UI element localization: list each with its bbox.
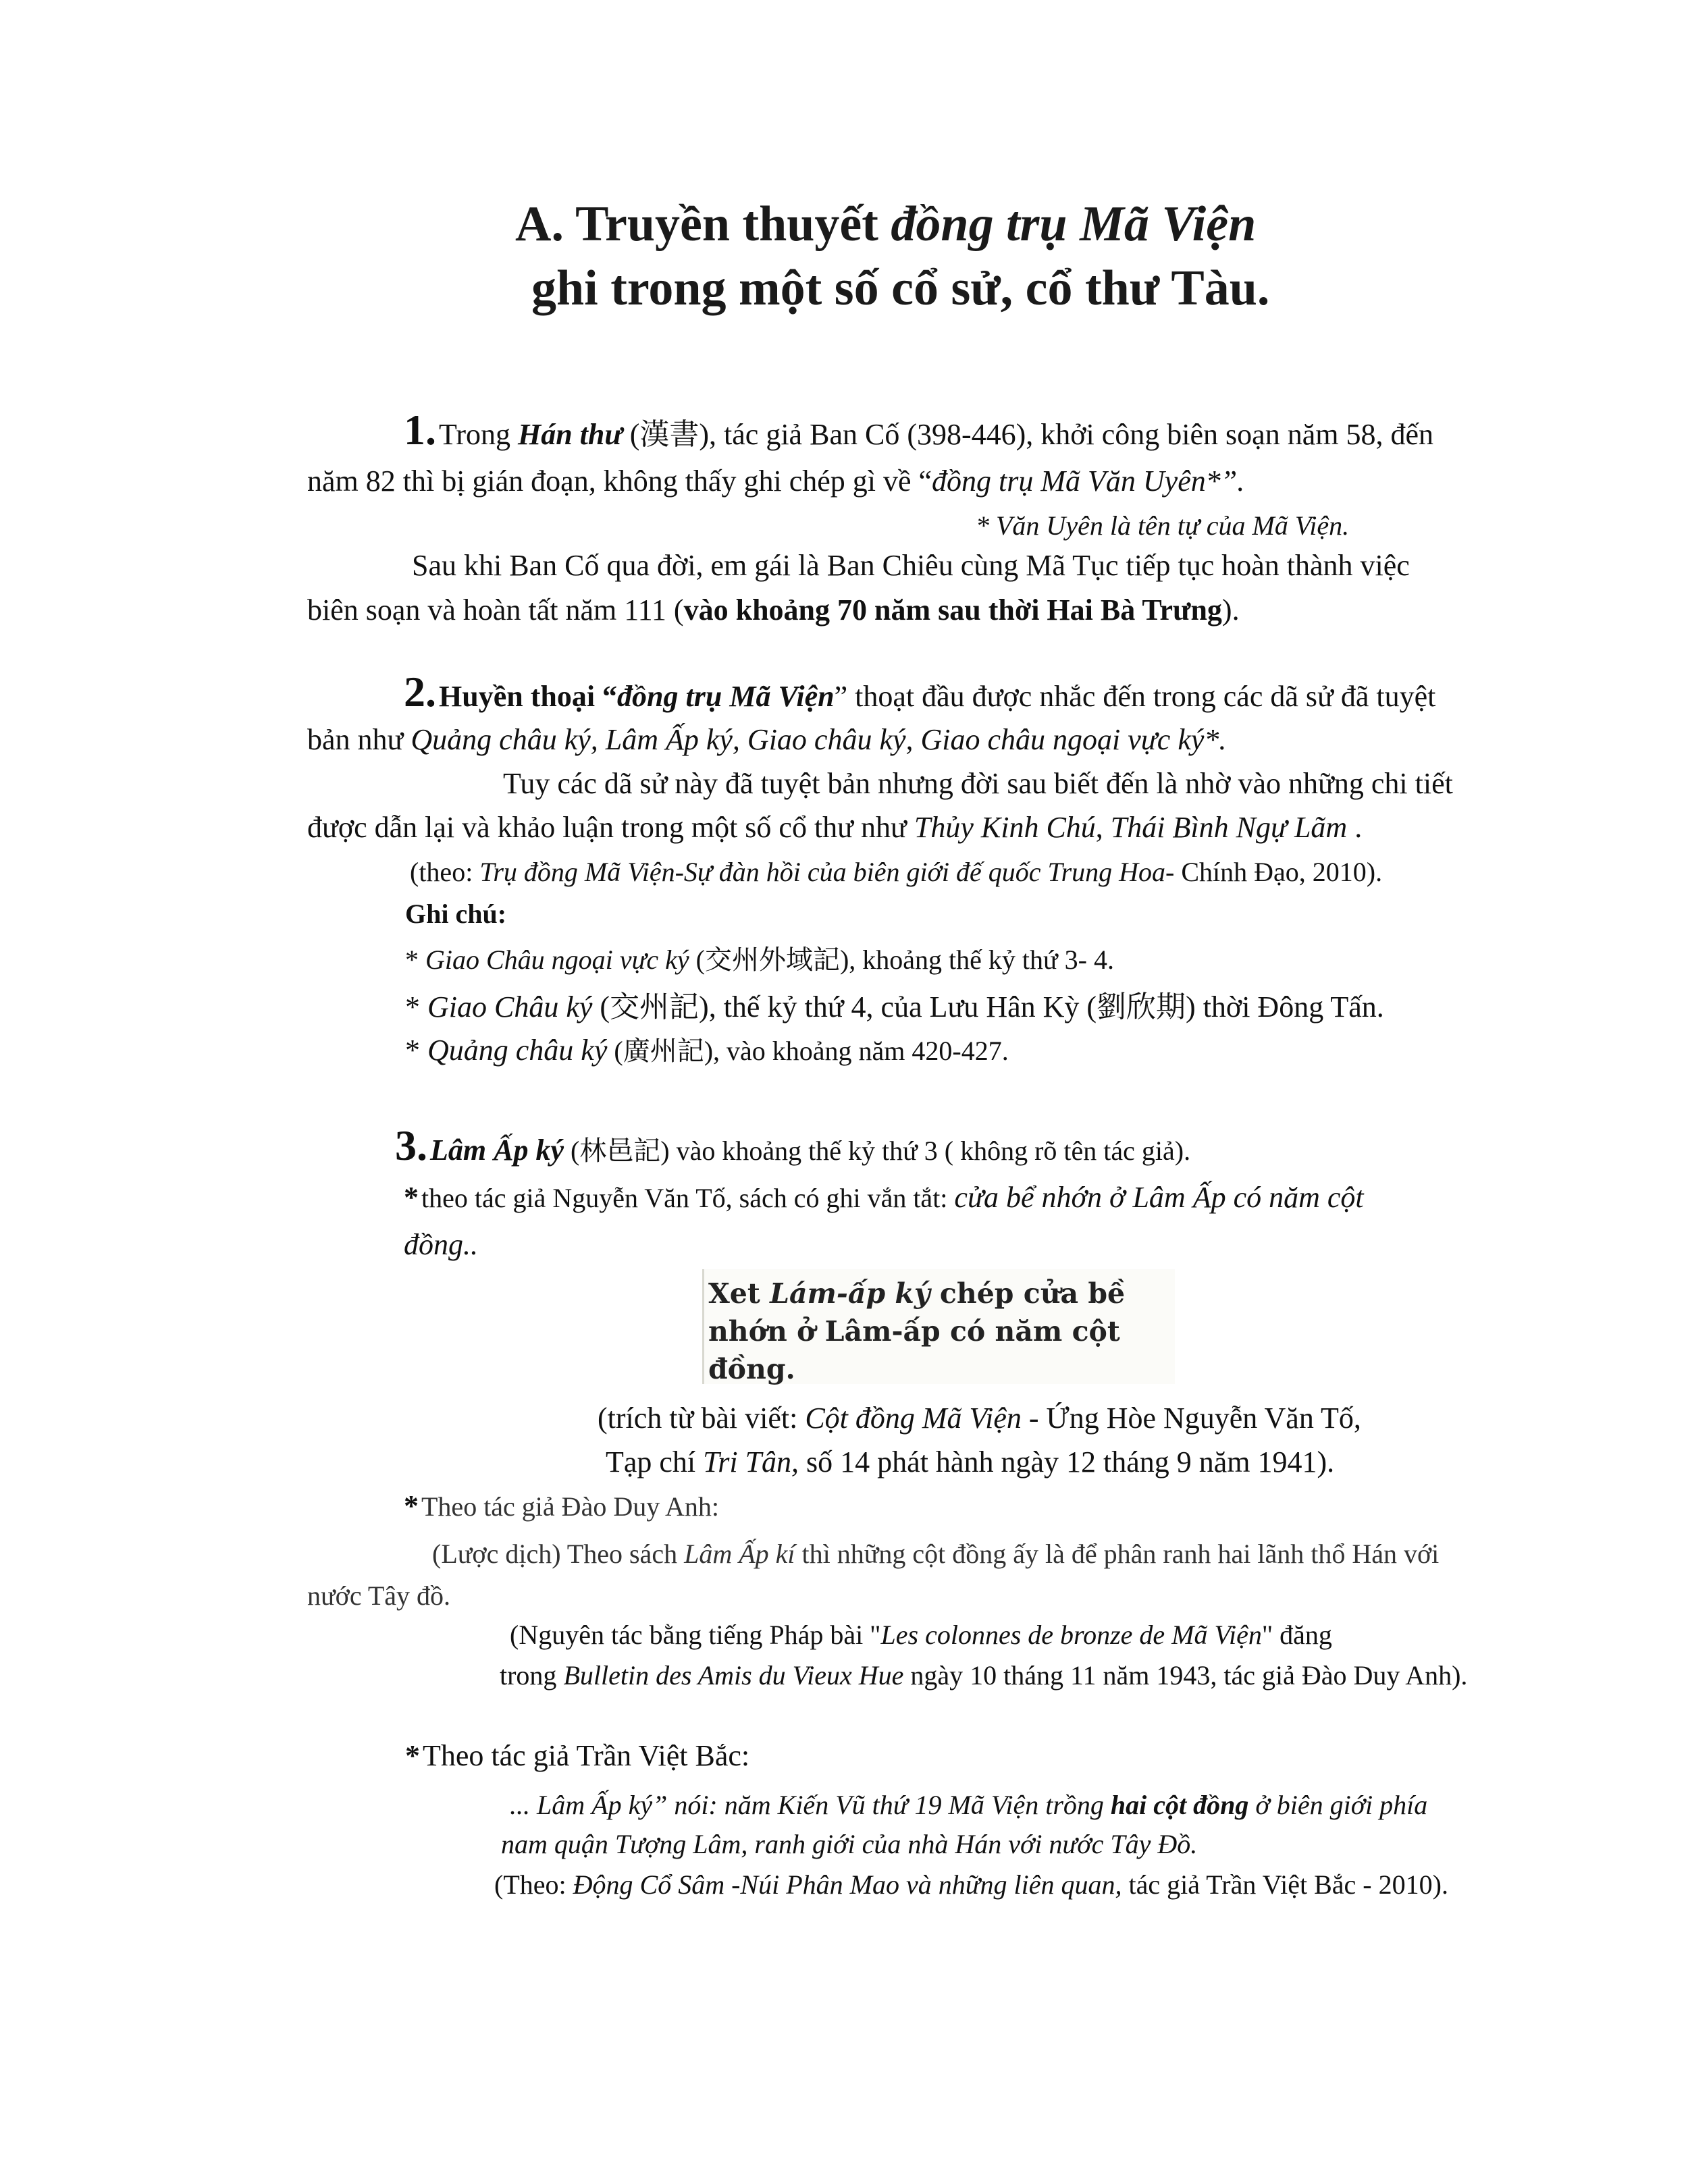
section-3-item3-heading bbox=[405, 1738, 749, 1773]
italic-text: Les colonnes de bronze de Mã Viện bbox=[880, 1620, 1262, 1650]
section-2-line3: Tuy các dã sử này đã tuyệt bản nhưng đời sau biết đến là nhờ vào những chi tiết bbox=[503, 767, 1453, 800]
section-3-item2-heading bbox=[404, 1489, 719, 1523]
text: * bbox=[405, 944, 425, 975]
text: biên soạn và hoàn tất năm 111 ( bbox=[307, 593, 684, 627]
text: (theo: bbox=[410, 857, 480, 887]
italic-text: Bulletin des Amis du Vieux Hue bbox=[563, 1660, 904, 1690]
italic-text: ... Lâm Ấp ký” nói: năm Kiến Vũ thứ 19 Mã Viện trồng bbox=[510, 1790, 1111, 1820]
note-item bbox=[405, 1030, 1009, 1068]
text: (廣州記), vào khoảng năm 420-427. bbox=[607, 1036, 1009, 1066]
text: (Nguyên tác bằng tiếng Pháp bài " bbox=[510, 1620, 881, 1650]
bold-text: vào khoảng 70 năm sau thời Hai Bà Trưng bbox=[683, 593, 1222, 627]
text: . bbox=[1347, 811, 1363, 844]
scanned-quote-image bbox=[702, 1269, 1175, 1384]
bold-italic-text: hai cột đồng bbox=[1110, 1790, 1249, 1820]
page-title-line2: ghi trong một số cổ sử, cổ thư Tàu. bbox=[531, 261, 1270, 316]
italic-text: Lám-ấp ký bbox=[770, 1277, 930, 1310]
text: ngày 10 tháng 11 năm 1943, tác giả Đào Duy Anh). bbox=[903, 1660, 1468, 1690]
bold-italic-text: Lâm Ấp ký bbox=[430, 1134, 564, 1167]
italic-text: ở biên giới phía bbox=[1248, 1790, 1428, 1820]
text: tác giả Trần Việt Bắc - 2010). bbox=[1122, 1869, 1448, 1900]
section-3-item2-source2 bbox=[500, 1659, 1467, 1691]
note-item bbox=[405, 982, 1384, 1026]
scan-line bbox=[708, 1275, 1175, 1312]
italic-text: Quảng châu ký bbox=[427, 1034, 608, 1067]
text: - Ứng Hòe Nguyễn Văn Tố, bbox=[1021, 1402, 1361, 1435]
text: trong bbox=[500, 1660, 564, 1690]
text: (Theo: bbox=[494, 1869, 573, 1900]
bold-text: Huyền thoại “ bbox=[439, 680, 618, 713]
italic-text: Giao Châu ký bbox=[427, 990, 593, 1023]
section-3-item3-line2: nam quận Tượng Lâm, ranh giới của nhà Hán với nước Tây Đồ. bbox=[501, 1829, 1198, 1859]
citation-line1 bbox=[598, 1401, 1361, 1435]
text: ). bbox=[1221, 593, 1240, 627]
text: thì những cột đồng ấy là để phân ranh hai lãnh thổ Hán với bbox=[795, 1539, 1440, 1569]
section-2-line2 bbox=[307, 722, 1226, 757]
citation-line2 bbox=[606, 1445, 1334, 1479]
note-item bbox=[405, 938, 1114, 977]
bold-italic-text: đồng trụ Mã Viện bbox=[617, 680, 835, 713]
text: theo tác giả Nguyễn Văn Tố, sách có ghi vắn tắt: bbox=[421, 1183, 955, 1213]
footnote: * Văn Uyên là tên tự của Mã Viện. bbox=[976, 510, 1350, 541]
title-italic-part: đồng trụ Mã Viện bbox=[891, 196, 1257, 252]
italic-text: Cột đồng Mã Viện bbox=[805, 1402, 1022, 1435]
section-3-item3-line1 bbox=[510, 1789, 1427, 1821]
text: " đăng bbox=[1261, 1620, 1332, 1650]
italic-text: Thái Bình Ngự Lãm bbox=[1110, 811, 1348, 844]
text: (漢書), tác giả Ban Cố (398-446), khởi công biên soạn năm 58, đến bbox=[622, 418, 1433, 451]
scan-line: đồng. bbox=[708, 1353, 795, 1385]
scan-line: nhớn ở Lâm-ấp có năm cột bbox=[708, 1315, 1120, 1348]
section-3-item2-source1 bbox=[510, 1619, 1332, 1651]
notes-heading: Ghi chú: bbox=[405, 899, 507, 929]
text: Xet bbox=[708, 1277, 770, 1310]
text: (林邑記) vào khoảng thế kỷ thứ 3 ( không rõ tên tác giả). bbox=[563, 1136, 1191, 1166]
section-1-para2-line2 bbox=[307, 593, 1240, 627]
section-1-line2 bbox=[307, 464, 1244, 498]
text: Tạp chí bbox=[606, 1445, 704, 1479]
section-number: 3. bbox=[395, 1121, 427, 1169]
text: số 14 phát hành ngày 12 tháng 9 năm 1941). bbox=[799, 1445, 1335, 1479]
text: năm 82 thì bị gián đoạn, không thấy ghi chép gì về “ bbox=[307, 464, 932, 498]
text: (交州外域記), khoảng thế kỷ thứ 3- 4. bbox=[689, 944, 1114, 975]
text: chép cửa bề bbox=[930, 1277, 1126, 1310]
text: (Lược dịch) Theo sách bbox=[432, 1539, 685, 1569]
section-number: 1. bbox=[404, 406, 436, 454]
text: * bbox=[405, 1034, 427, 1067]
text: Trong bbox=[439, 418, 518, 451]
section-3-item3-source bbox=[494, 1869, 1448, 1900]
section-1-para2-line1: Sau khi Ban Cố qua đời, em gái là Ban Chiêu cùng Mã Tục tiếp tục hoàn thành việc bbox=[412, 549, 1410, 582]
section-3-item2-line1 bbox=[432, 1538, 1439, 1570]
bullet-star: * bbox=[405, 1739, 420, 1772]
section-3-item1-line1 bbox=[404, 1180, 1364, 1215]
text: bản như bbox=[307, 723, 411, 756]
italic-text: Giao Châu ngoại vực ký bbox=[425, 944, 689, 975]
bullet-star: * bbox=[404, 1489, 419, 1522]
title-part: A. Truyền thuyết bbox=[515, 196, 891, 252]
text: Theo tác giả Đào Duy Anh: bbox=[421, 1491, 719, 1522]
italic-text: Quảng châu ký, Lâm Ấp ký, Giao châu ký, Giao châu ngoại vực ký*. bbox=[411, 723, 1227, 756]
section-3-item2-line2: nước Tây đồ. bbox=[307, 1580, 451, 1611]
text: (trích từ bài viết: bbox=[598, 1402, 806, 1435]
text: , bbox=[1095, 811, 1111, 844]
text: Theo tác giả Trần Việt Bắc: bbox=[423, 1739, 750, 1772]
italic-text: cửa bể nhớn ở Lâm Ấp có năm cột bbox=[954, 1181, 1364, 1214]
italic-text: Lâm Ấp kí bbox=[684, 1539, 795, 1569]
section-3-line1 bbox=[395, 1121, 1190, 1171]
section-2-line1 bbox=[404, 667, 1435, 717]
text: - Chính Đạo, 2010). bbox=[1165, 857, 1383, 887]
book-title: Hán thư bbox=[517, 418, 623, 451]
page-title-line1 bbox=[515, 196, 1256, 253]
section-2-line4 bbox=[307, 810, 1362, 845]
section-3-item1-line2: đồng.. bbox=[404, 1228, 478, 1261]
italic-text: Động Cổ Sâm -Núi Phân Mao và những liên quan, bbox=[573, 1869, 1122, 1900]
text: * bbox=[405, 990, 427, 1023]
italic-text: Trụ đồng Mã Viện-Sự đàn hồi của biên giới đế quốc Trung Hoa bbox=[479, 857, 1166, 887]
section-1-line1 bbox=[404, 405, 1585, 455]
section-2-source bbox=[410, 856, 1382, 888]
italic-text: đồng trụ Mã Văn Uyên*”. bbox=[932, 464, 1245, 498]
section-number: 2. bbox=[404, 668, 436, 716]
text: (交州記), thế kỷ thứ 4, của Lưu Hân Kỳ (劉欣期) thời Đông Tấn. bbox=[592, 990, 1384, 1023]
text: được dẫn lại và khảo luận trong một số cổ thư như bbox=[307, 811, 914, 844]
italic-text: Thủy Kinh Chú bbox=[914, 811, 1096, 844]
text: ” thoạt đầu được nhắc đến trong các dã sử đã tuyệt bbox=[834, 680, 1436, 713]
italic-text: Tri Tân, bbox=[703, 1445, 799, 1479]
bullet-star: * bbox=[404, 1181, 419, 1214]
